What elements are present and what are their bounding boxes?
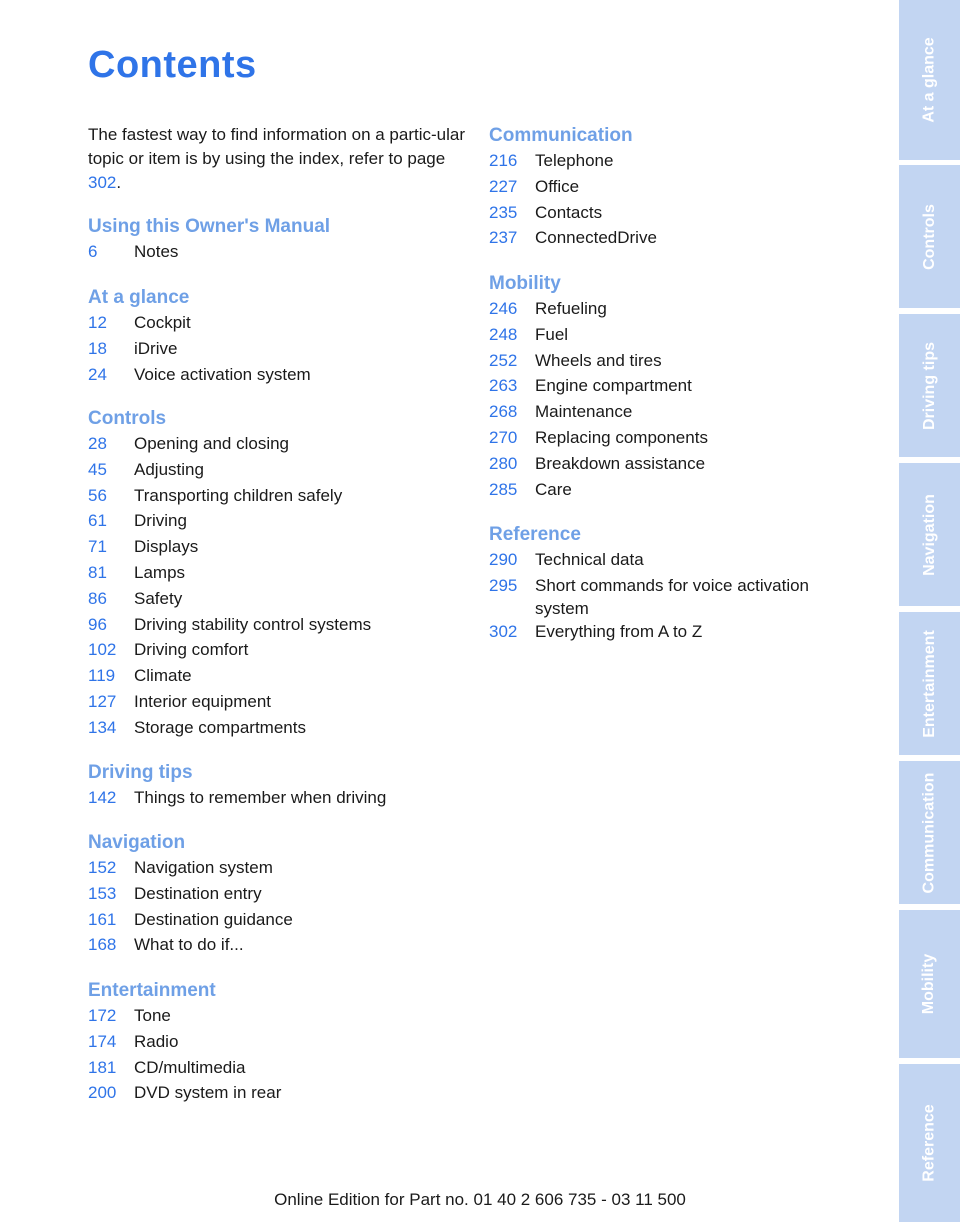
entry-label[interactable]: Things to remember when driving [134,788,387,807]
toc-entry[interactable] [88,786,468,812]
entry-label[interactable]: Tone [134,1006,171,1025]
toc-entry[interactable] [489,620,859,646]
entry-page-number[interactable]: 285 [489,479,518,499]
entry-label[interactable]: Adjusting [134,459,204,479]
entry-label[interactable]: Wheels and tires [535,350,662,370]
section-title[interactable]: Reference [489,524,581,545]
page-title: Contents [88,44,257,86]
entry-page-number[interactable]: 295 [489,575,518,595]
chapter-tab[interactable] [899,463,960,606]
entry-page-number[interactable]: 246 [489,299,518,318]
toc-entry[interactable] [489,374,859,400]
entry-label[interactable]: Refueling [535,299,607,318]
entry-page-number[interactable]: 134 [88,717,117,737]
toc-entry[interactable] [88,509,468,535]
entry-label[interactable]: Destination entry [134,883,262,903]
chapter-tab[interactable] [899,761,960,904]
toc-entry[interactable] [88,337,468,363]
chapter-tab-label: Communication [920,772,938,893]
entry-page-number[interactable]: 172 [88,1006,117,1025]
entry-label[interactable]: Office [535,176,580,196]
toc-entry[interactable] [489,226,859,252]
toc-entry[interactable] [489,452,859,478]
chapter-tab[interactable] [899,165,960,308]
toc-section [88,830,468,959]
toc-entry[interactable] [489,548,859,574]
entry-page-number[interactable]: 235 [489,202,518,222]
toc-section [489,522,859,646]
entry-page-number[interactable]: 61 [88,511,107,531]
entry-label[interactable]: Climate [134,666,192,686]
toc-entry[interactable] [88,240,468,266]
entry-page-number[interactable]: 24 [88,364,107,384]
entry-label[interactable]: Engine compartment [535,376,692,396]
entry-label[interactable]: Displays [134,537,199,557]
toc-entry[interactable] [88,1081,468,1107]
toc-entry[interactable] [88,432,468,458]
intro-text: The fastest way to find information on a partic-ular topic or item is by using the index, refer to page [88,125,466,168]
entry-page-number[interactable]: 263 [489,376,518,396]
chapter-tab[interactable] [899,612,960,755]
section-title[interactable]: At a glance [88,287,190,308]
entry-page-number[interactable]: 174 [88,1031,117,1051]
entry-page-number[interactable]: 102 [88,640,117,660]
toc-entry[interactable] [489,574,859,620]
entry-page-number[interactable]: 152 [88,858,117,877]
toc-entry[interactable] [88,561,468,587]
entry-label[interactable]: Telephone [535,151,614,170]
section-title[interactable]: Navigation [88,832,186,853]
toc-section [88,978,468,1107]
entry-page-number[interactable]: 81 [88,562,107,582]
entry-label[interactable]: Everything from A to Z [535,621,703,641]
toc-entry[interactable] [88,535,468,561]
page-footer: Online Edition for Part no. 01 40 2 606 735 - 03 11 500 [274,1190,686,1209]
chapter-tab[interactable] [899,314,960,457]
chapter-tab-label: At a glance [920,37,938,123]
toc-entry[interactable] [489,400,859,426]
section-title[interactable]: Using this Owner's Manual [88,216,331,237]
toc-entry[interactable] [88,856,468,882]
entry-label[interactable]: Transporting children safely [134,485,343,505]
entry-label[interactable]: Opening and closing [134,434,290,453]
entry-page-number[interactable]: 56 [88,485,107,505]
entry-page-number[interactable]: 153 [88,883,117,903]
toc-entry[interactable] [88,690,468,716]
entry-label[interactable]: Radio [134,1031,179,1051]
section-title[interactable]: Communication [489,125,633,146]
entry-page-number[interactable]: 28 [88,434,107,453]
intro-paragraph [88,123,468,195]
toc-entry[interactable] [489,426,859,452]
entry-label[interactable]: Destination guidance [134,909,293,929]
entry-label[interactable]: ConnectedDrive [535,228,657,248]
toc-entry[interactable] [88,716,468,742]
toc-entry[interactable] [88,311,468,337]
entry-label[interactable]: iDrive [134,338,178,358]
entry-page-number[interactable]: 86 [88,588,107,608]
entry-label[interactable]: Storage compartments [134,717,306,737]
toc-section [489,123,859,252]
entry-page-number[interactable]: 248 [489,324,518,344]
entry-label[interactable]: What to do if... [134,935,244,955]
entry-label[interactable]: Driving stability control systems [134,614,372,634]
entry-page-number[interactable]: 6 [88,242,98,261]
entry-page-number[interactable]: 168 [88,935,117,955]
toc-entry[interactable] [489,201,859,227]
entry-page-number[interactable]: 12 [88,313,107,332]
chapter-tab-label: Mobility [920,953,938,1015]
toc-entry[interactable] [88,908,468,934]
toc-entry[interactable] [88,363,468,389]
intro-text-end: . [116,173,122,192]
entry-label[interactable]: Cockpit [134,313,191,332]
entry-label[interactable]: Notes [134,242,179,261]
entry-label[interactable]: Short commands for voice activation system [535,575,810,618]
entry-page-number[interactable]: 268 [489,402,518,422]
chapter-tab-label: Driving tips [920,341,938,430]
toc-section [88,214,468,266]
chapter-tab-label: Reference [920,1104,938,1182]
entry-label[interactable]: Technical data [535,550,644,569]
chapter-tab-label: Navigation [920,493,938,576]
entry-label[interactable]: Voice activation system [134,364,311,384]
toc-entry[interactable] [88,613,468,639]
toc-entry[interactable] [489,478,859,504]
entry-page-number[interactable]: 302 [489,621,518,641]
entry-page-number[interactable]: 142 [88,788,117,807]
entry-page-number[interactable]: 45 [88,459,107,479]
toc-entry[interactable] [88,1030,468,1056]
entry-page-number[interactable]: 270 [489,427,518,447]
toc-entry[interactable] [88,587,468,613]
entry-page-number[interactable]: 96 [88,614,107,634]
entry-label[interactable]: Breakdown assistance [535,453,706,473]
entry-label[interactable]: Navigation system [134,858,273,877]
toc-entry[interactable] [489,349,859,375]
entry-label[interactable]: Maintenance [535,402,633,422]
entry-label[interactable]: Safety [134,588,183,608]
index-page-link[interactable]: 302 [88,173,117,192]
entry-page-number[interactable]: 71 [88,537,107,557]
toc-section [88,760,468,812]
entry-page-number[interactable]: 18 [88,338,107,358]
entry-page-number[interactable]: 216 [489,151,518,170]
toc-entry[interactable] [88,1004,468,1030]
entry-label[interactable]: Interior equipment [134,691,272,711]
toc-entry[interactable] [88,638,468,664]
toc-entry[interactable] [489,175,859,201]
toc-entry[interactable] [489,297,859,323]
toc-entry[interactable] [489,323,859,349]
chapter-tab-label: Entertainment [920,629,938,738]
toc-entry[interactable] [88,1056,468,1082]
entry-label[interactable]: Driving comfort [134,640,249,660]
entry-label[interactable]: Driving [134,511,187,531]
entry-label[interactable]: Care [535,479,572,499]
entry-label[interactable]: CD/multimedia [134,1057,246,1077]
toc-entry[interactable] [88,664,468,690]
toc-entry[interactable] [88,882,468,908]
toc-section [489,271,859,503]
section-title[interactable]: Mobility [489,273,561,294]
entry-label[interactable]: Lamps [134,562,186,582]
entry-page-number[interactable]: 200 [88,1083,117,1103]
entry-page-number[interactable]: 227 [489,176,518,196]
section-title[interactable]: Entertainment [88,980,216,1001]
entry-page-number[interactable]: 127 [88,691,117,711]
entry-page-number[interactable]: 119 [88,666,116,686]
entry-page-number[interactable]: 181 [88,1057,117,1077]
entry-page-number[interactable]: 252 [489,350,518,370]
chapter-tab[interactable] [899,0,960,160]
section-title[interactable]: Controls [88,408,167,429]
entry-page-number[interactable]: 290 [489,550,518,569]
entry-label[interactable]: Contacts [535,202,603,222]
toc-section [88,285,468,388]
toc-entry[interactable] [88,458,468,484]
entry-label[interactable]: DVD system in rear [134,1083,282,1103]
chapter-tab[interactable] [899,910,960,1058]
chapter-tab-sidebar [899,0,960,1222]
entry-page-number[interactable]: 161 [88,909,117,929]
toc-section [88,406,468,742]
entry-label[interactable]: Fuel [535,324,569,344]
entry-label[interactable]: Replacing components [535,427,708,447]
toc-entry[interactable] [489,149,859,175]
entry-page-number[interactable]: 237 [489,228,518,248]
toc-entry[interactable] [88,484,468,510]
entry-page-number[interactable]: 280 [489,453,518,473]
section-title[interactable]: Driving tips [88,762,193,783]
toc-entry[interactable] [88,933,468,959]
chapter-tab-label: Controls [920,203,938,270]
